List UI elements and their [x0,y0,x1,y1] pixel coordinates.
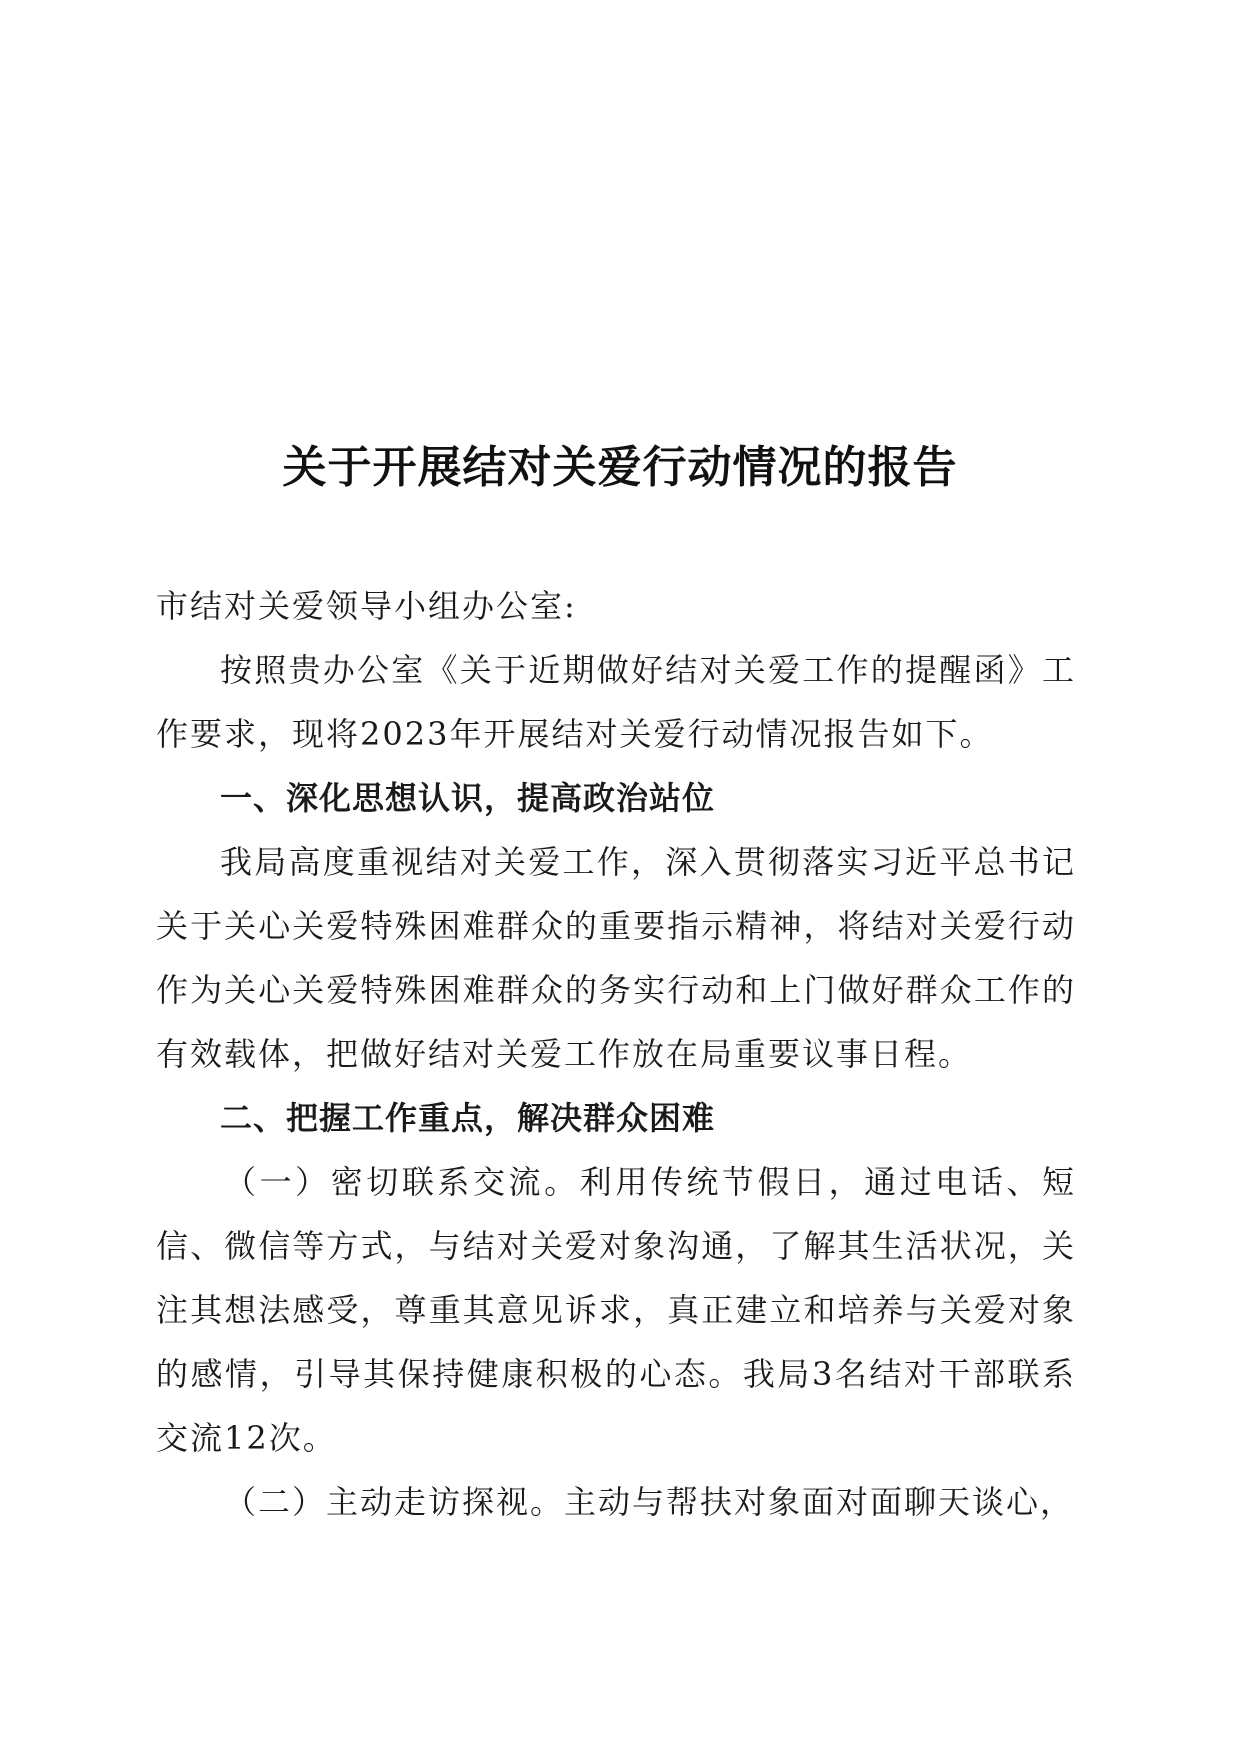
subsection-1-paragraph: （一）密切联系交流。利用传统节假日，通过电话、短信、微信等方式，与结对关爱对象沟通，了解其生活状况，关注其想法感受，尊重其意见诉求，真正建立和培养与关爱对象的感情，引导其保持健康积极的心态。我局3名结对干部联系交流12次。 [156,1163,1076,1457]
section-heading-2: 二、把握工作重点，解决群众困难 [220,1099,716,1137]
section-1-paragraph: 我局高度重视结对关爱工作，深入贯彻落实习近平总书记关于关心关爱特殊困难群众的重要指示精神，将结对关爱行动作为关心关爱特殊困难群众的务实行动和上门做好群众工作的有效载体，把做好结对关爱工作放在局重要议事日程。 [156,843,1076,1073]
document-body [156,574,1076,1534]
salutation: 市结对关爱领导小组办公室: [156,587,577,625]
document-title: 关于开展结对关爱行动情况的报告 [282,442,958,493]
section-heading-1: 一、深化思想认识，提高政治站位 [220,779,716,817]
subsection-2-paragraph: （二）主动走访探视。主动与帮扶对象面对面聊天谈心， [224,1483,1075,1521]
intro-paragraph: 按照贵办公室《关于近期做好结对关爱工作的提醒函》工作要求，现将2023年开展结对关爱行动情况报告如下。 [156,651,1076,753]
